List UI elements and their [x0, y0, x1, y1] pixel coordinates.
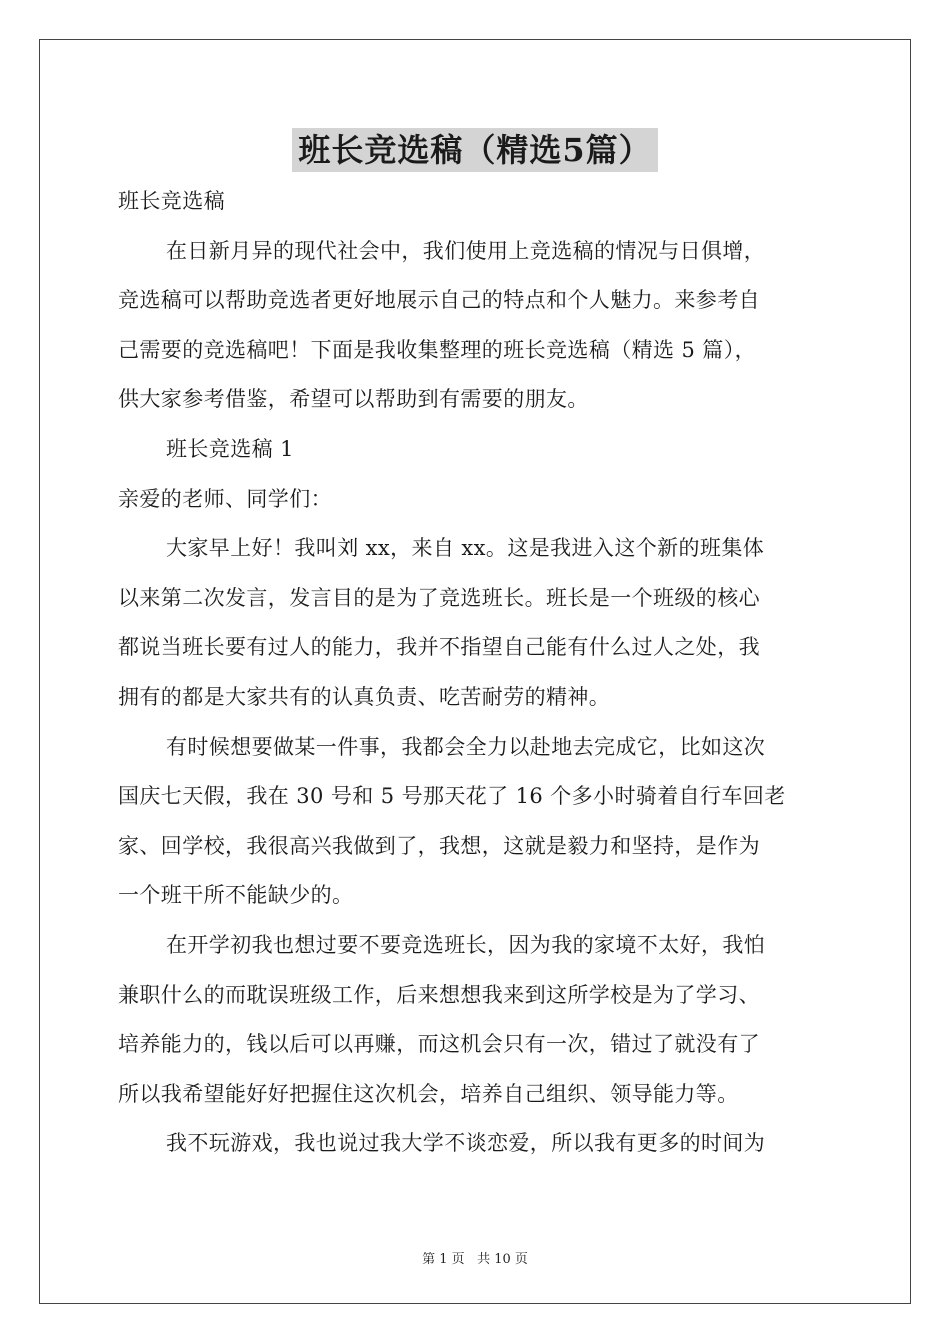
page-footer: [0, 1248, 950, 1267]
text-line: 大家早上好！我叫刘 xx，来自 xx。这是我进入这个新的班集体: [166, 536, 765, 561]
salutation: 亲爱的老师、同学们：: [118, 486, 332, 511]
section-heading: 班长竞选稿 1: [166, 436, 294, 461]
text-line: 以来第二次发言，发言目的是为了竞选班长。班长是一个班级的核心: [118, 585, 760, 610]
text-line: 供大家参考借鉴，希望可以帮助到有需要的朋友。: [118, 387, 589, 412]
text-line: 己需要的竞选稿吧！下面是我收集整理的班长竞选稿（精选 5 篇），: [118, 337, 757, 362]
document-body: [118, 177, 838, 1169]
text-line: 兼职什么的而耽误班级工作，后来想想我来到这所学校是为了学习、: [118, 982, 760, 1007]
text-line: 都说当班长要有过人的能力，我并不指望自己能有什么过人之处，我: [118, 635, 760, 660]
text-line: 一个班干所不能缺少的。: [118, 883, 354, 908]
text-line: 在开学初我也想过要不要竞选班长，因为我的家境不太好，我怕: [166, 932, 766, 957]
page-total: 共 10 页: [477, 1252, 528, 1267]
document-title: 班长竞选稿（精选5篇）: [292, 128, 657, 172]
text-line: 在日新月异的现代社会中，我们使用上竞选稿的情况与日俱增，: [166, 238, 766, 263]
text-line: 竞选稿可以帮助竞选者更好地展示自己的特点和个人魅力。来参考自: [118, 288, 760, 313]
title-area: [0, 128, 950, 172]
text-line: 所以我希望能好好把握住这次机会，培养自己组织、领导能力等。: [118, 1081, 739, 1106]
page-number: 第 1 页: [422, 1252, 465, 1267]
text-line: 培养能力的，钱以后可以再赚，而这机会只有一次，错过了就没有了: [118, 1032, 760, 1057]
text-line: 国庆七天假，我在 30 号和 5 号那天花了 16 个多小时骑着自行车回老: [118, 784, 786, 809]
text-line: 拥有的都是大家共有的认真负责、吃苦耐劳的精神。: [118, 684, 611, 709]
text-line: 有时候想要做某一件事，我都会全力以赴地去完成它，比如这次: [166, 734, 766, 759]
text-line: 班长竞选稿: [118, 189, 225, 213]
text-line: 我不玩游戏，我也说过我大学不谈恋爱，所以我有更多的时间为: [166, 1131, 766, 1156]
text-line: 家、回学校，我很高兴我做到了，我想，这就是毅力和坚持，是作为: [118, 833, 760, 858]
